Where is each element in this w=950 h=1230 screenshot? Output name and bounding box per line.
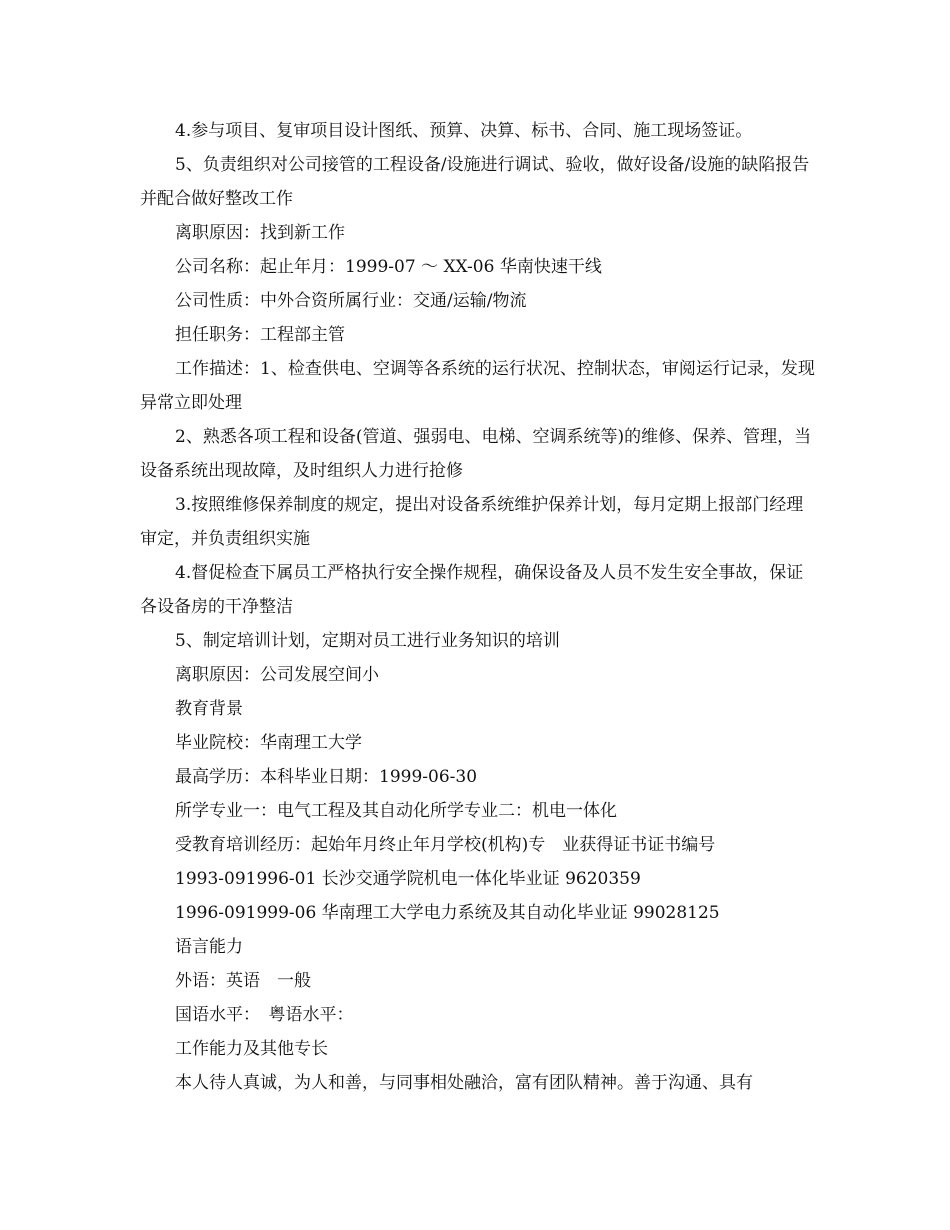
paragraph-company-type: 公司性质：中外合资所属行业：交通/运输/物流 (175, 291, 527, 311)
paragraph-degree: 最高学历：本科毕业日期：1999-06-30 (175, 767, 478, 787)
paragraph-job-description: 工作描述：1、检查供电、空调等各系统的运行状况、控制状态，审阅运行记录，发现异常立即处理 (140, 359, 815, 413)
paragraph-training: 5、制定培训计划，定期对员工进行业务知识的培训 (175, 631, 560, 651)
paragraph-project-review: 4.参与项目、复审项目设计图纸、预算、决算、标书、合同、施工现场签证。 (175, 121, 753, 141)
paragraph-safety: 4.督促检查下属员工严格执行安全操作规程，确保设备及人员不发生安全事故，保证各设备房的干净整洁 (140, 563, 804, 617)
document-body (140, 114, 820, 1100)
paragraph-training-header: 受教育培训经历：起始年月终止年月学校(机构)专 业获得证书证书编号 (175, 835, 716, 855)
paragraph-training-record-2: 1996-091999-06 华南理工大学电力系统及其自动化毕业证 99028125 (175, 903, 720, 923)
paragraph-foreign-language: 外语：英语 一般 (175, 971, 311, 991)
paragraph-dialects: 国语水平： 粤语水平： (175, 1005, 354, 1025)
paragraph-company-name: 公司名称：起止年月：1999-07 ～ XX-06 华南快速干线 (175, 257, 602, 277)
paragraph-school: 毕业院校：华南理工大学 (175, 733, 362, 753)
paragraph-position: 担任职务：工程部主管 (175, 325, 345, 345)
section-heading-language: 语言能力 (175, 937, 243, 957)
paragraph-leave-reason-2: 离职原因：公司发展空间小 (175, 665, 379, 685)
paragraph-maintenance: 2、熟悉各项工程和设备(管道、强弱电、电梯、空调系统等)的维修、保养、管理，当设备系统出现故障，及时组织人力进行抢修 (140, 427, 812, 481)
paragraph-maintenance-plan: 3.按照维修保养制度的规定，提出对设备系统维护保养计划，每月定期上报部门经理审定，并负责组织实施 (140, 495, 804, 549)
section-heading-education: 教育背景 (175, 699, 243, 719)
paragraph-self-assessment: 本人待人真诚，为人和善，与同事相处融洽，富有团队精神。善于沟通、具有 (175, 1073, 753, 1093)
section-heading-skills: 工作能力及其他专长 (175, 1039, 328, 1059)
paragraph-majors: 所学专业一：电气工程及其自动化所学专业二：机电一体化 (175, 801, 617, 821)
paragraph-leave-reason-1: 离职原因：找到新工作 (175, 223, 345, 243)
paragraph-training-record-1: 1993-091996-01 长沙交通学院机电一体化毕业证 9620359 (175, 869, 641, 889)
paragraph-equipment-commissioning: 5、负责组织对公司接管的工程设备/设施进行调试、验收，做好设备/设施的缺陷报告并配合做好整改工作 (140, 155, 810, 209)
